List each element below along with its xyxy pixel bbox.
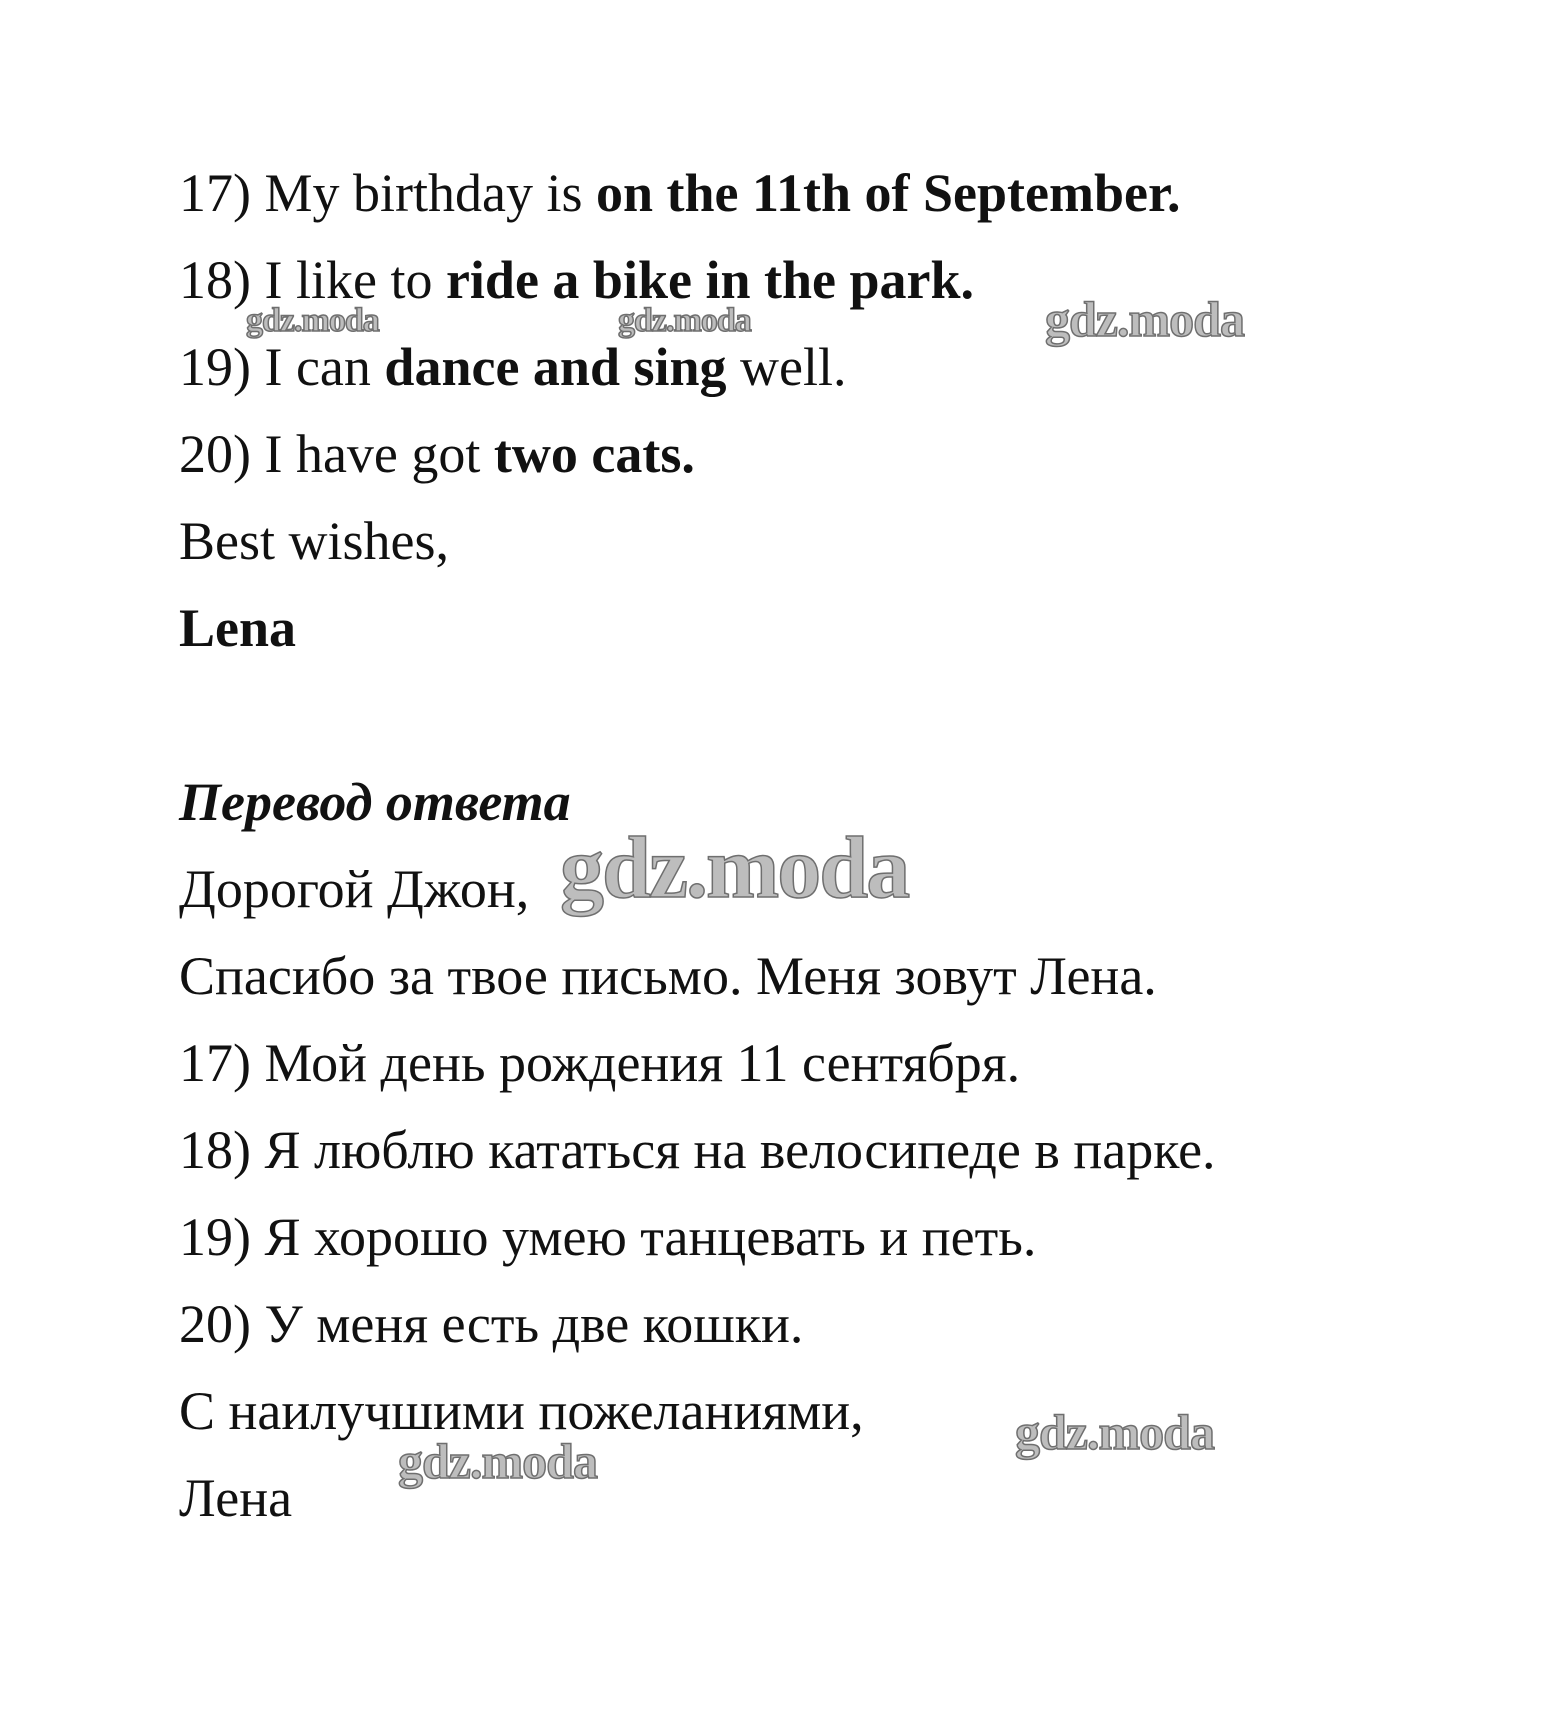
english-line-20 [179,424,695,484]
watermark: gdz.moda [560,820,909,917]
watermark: gdz.moda [618,302,751,339]
translation-closing: С наилучшими пожеланиями, [179,1381,864,1441]
item-number: 20) [179,424,251,484]
translation-line-20: 20) У меня есть две кошки. [179,1294,804,1354]
translation-intro: Спасибо за твое письмо. Меня зовут Лена. [179,946,1157,1006]
watermark: gdz.moda [1045,291,1244,347]
plain-text: I can [250,337,385,397]
answer-bold: dance and sing [384,337,727,397]
answer-bold: ride a bike in the park. [445,250,975,310]
item-number: 19) [179,337,251,397]
english-line-18 [179,250,974,310]
translation-line-18: 18) Я люблю кататься на велосипеде в парке. [179,1120,1216,1180]
item-number: 17) [179,163,251,223]
translation-greeting: Дорогой Джон, [179,859,530,919]
plain-text: I have got [250,424,494,484]
item-number: 18) [179,250,251,310]
english-line-19 [179,337,847,397]
watermark: gdz.moda [246,302,379,339]
plain-tail: well. [726,337,847,397]
translation-line-17: 17) Мой день рождения 11 сентября. [179,1033,1021,1093]
answer-bold: on the 11th of September. [595,163,1181,223]
translation-line-19: 19) Я хорошо умею танцевать и петь. [179,1207,1037,1267]
translation-heading: Перевод ответа [179,772,571,832]
watermark: gdz.moda [1015,1404,1214,1460]
english-signature: Lena [179,598,297,658]
english-line-17 [179,163,1181,223]
english-closing: Best wishes, [179,511,449,571]
watermark: gdz.moda [398,1433,597,1489]
translation-signature: Лена [179,1468,293,1528]
plain-text: My birthday is [250,163,596,223]
answer-bold: two cats. [493,424,695,484]
plain-text: I like to [250,250,446,310]
